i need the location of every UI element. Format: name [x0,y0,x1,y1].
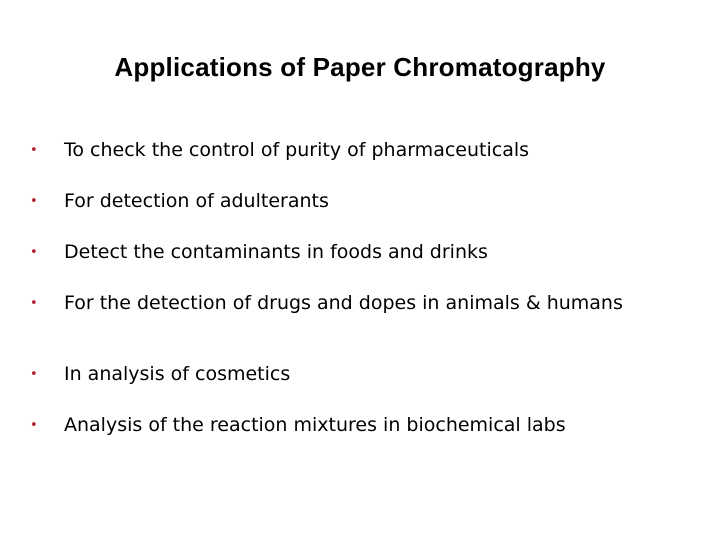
slide-title: Applications of Paper Chromatography [114,52,606,82]
bullet-marker-icon: • [30,143,38,158]
bullet-marker-icon: • [30,194,38,209]
bullet-text: For the detection of drugs and dopes in animals & humans [64,292,623,314]
bullet-text: For detection of adulterants [64,190,329,212]
bullet-text: Analysis of the reaction mixtures in biochemical labs [64,414,566,436]
bullet-text: Detect the contaminants in foods and drinks [64,241,488,263]
bullet-marker-icon: • [30,418,38,433]
bullet-marker-icon: • [30,245,38,260]
bullet-marker-icon: • [30,296,38,311]
bullet-text: In analysis of cosmetics [64,363,291,385]
bullet-text: To check the control of purity of pharmaceuticals [64,139,530,161]
bullet-marker-icon: • [30,367,38,382]
